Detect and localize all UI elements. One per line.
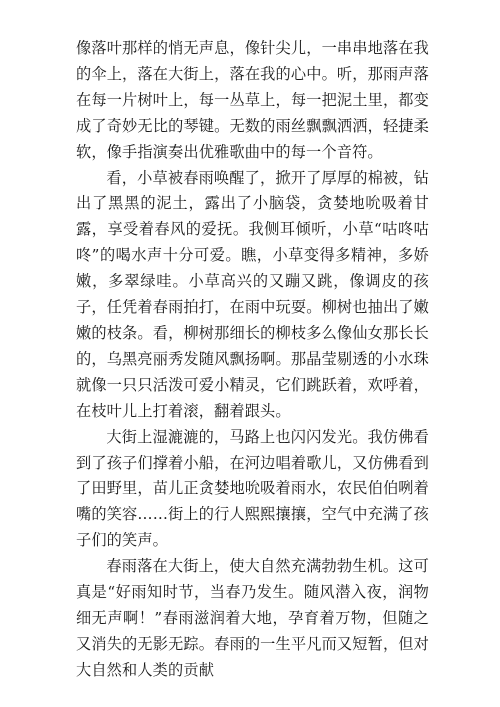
paragraph-2: 看，小草被春雨唤醒了，掀开了厚厚的棉被，钻出了黑黑的泥土，露出了小脑袋，贪婪地吮吸着甘露，享受着春风的爱抚。我侧耳倾听，小草“咕咚咕咚”的喝水声十分可爱。瞧，小草变得多精神，多娇嫩，多翠绿哇。小草高兴的又蹦又跳，像调皮的孩子，任凭着春雨拍打，在雨中玩耍。柳树也抽出了嫩嫩的枝条。看，柳树那细长的柳枝多么像仙女那长长的，乌黑亮丽秀发随风飘扬啊。那晶莹剔透的小水珠就像一只只活泼可爱小精灵，它们跳跃着，欢呼着，在枝叶儿上打着滚，翻着跟头。 — [76, 168, 429, 420]
paragraph-1: 像落叶那样的悄无声息，像针尖儿，一串串地落在我的伞上，落在大街上，落在我的心中。听，那雨声落在每一片树叶上，每一丛草上，每一把泥土里，都变成了奇妙无比的琴键。无数的雨丝飘飘洒洒，轻捷柔软，像手指演奏出优雅歌曲中的每一个音符。 — [76, 39, 429, 161]
paragraph-4: 春雨落在大街上，使大自然充满勃勃生机。这可真是“好雨知时节，当春乃发生。随风潜入夜，润物细无声啊！”春雨滋润着大地，孕育着万物，但随之又消失的无影无踪。春雨的一生平凡而又短暂，但对大自然和人类的贡献 — [76, 557, 429, 679]
document-body — [76, 36, 429, 684]
paragraph-3: 大街上湿漉漉的，马路上也闪闪发光。我仿佛看到了孩子们撑着小船，在河边唱着歌儿，又仿佛看到了田野里，苗儿正贪婪地吮吸着雨水，农民伯伯咧着嘴的笑容……街上的行人熙熙攘攘，空气中充满了孩子们的笑声。 — [76, 427, 429, 550]
